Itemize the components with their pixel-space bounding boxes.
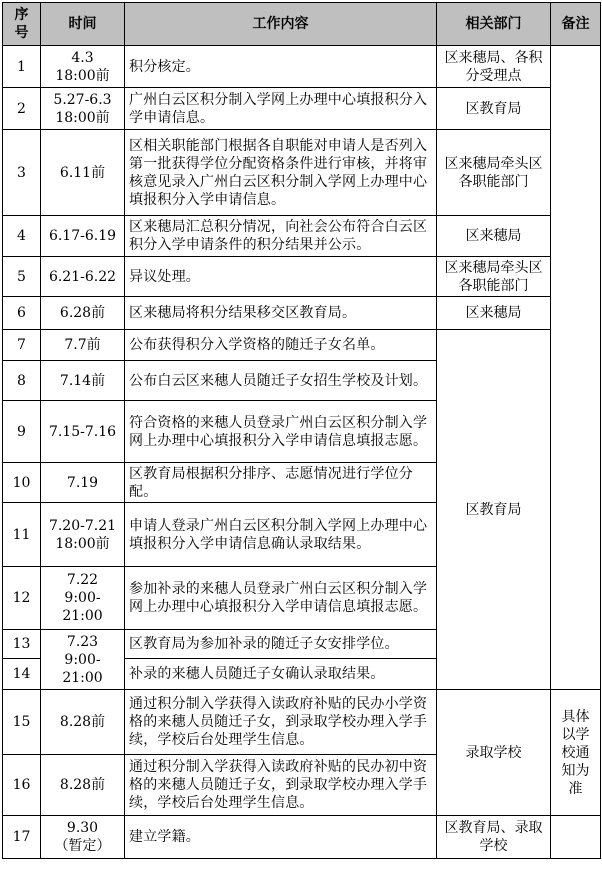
row-dept: 区来穗局、各积分受理点 [437, 46, 551, 88]
row-content: 通过积分制入学获得入读政府补贴的民办小学资格的来穗人员随迁子女，到录取学校办理入学手续，学校后台处理学生信息。 [125, 690, 437, 755]
row-no: 12 [3, 567, 41, 630]
header-dept: 相关部门 [437, 3, 551, 46]
row-no: 5 [3, 257, 41, 297]
row-time: 6.11前 [41, 130, 125, 216]
row-dept: 区来穗局 [437, 216, 551, 257]
row-dept: 区来穗局牵头区各职能部门 [437, 130, 551, 216]
row-no: 10 [3, 463, 41, 503]
table-row [3, 46, 601, 88]
table-row [3, 297, 601, 330]
row-content: 公布获得积分入学资格的随迁子女名单。 [125, 330, 437, 361]
row-content: 参加补录的来穗人员登录广州白云区积分制入学网上办理中心填报积分入学申请信息填报志愿。 [125, 567, 437, 630]
row-time: 6.28前 [41, 297, 125, 330]
row-content: 通过积分制入学获得入读政府补贴的民办初中资格的来穗人员随迁子女，到录取学校办理入学手续，学校后台处理学生信息。 [125, 755, 437, 816]
header-no: 序号 [3, 3, 41, 46]
row-no: 11 [3, 503, 41, 567]
row-time: 7.14前 [41, 361, 125, 401]
row-no: 15 [3, 690, 41, 755]
row-time: 6.17-6.19 [41, 216, 125, 257]
table-row [3, 88, 601, 130]
table-row [3, 257, 601, 297]
row-time: 8.28前 [41, 690, 125, 755]
row-content: 广州白云区积分制入学网上办理中心填报积分入学申请信息。 [125, 88, 437, 130]
row-content: 申请人登录广州白云区积分制入学网上办理中心填报积分入学申请信息确认录取结果。 [125, 503, 437, 567]
row-no: 16 [3, 755, 41, 816]
table-row [3, 216, 601, 257]
table-row [3, 330, 601, 361]
row-time: 7.23 9:00-21:00 [41, 630, 125, 690]
row-content: 积分核定。 [125, 46, 437, 88]
row-time: 4.3 18:00前 [41, 46, 125, 88]
note-merged: 具体以学校通知为准 [551, 690, 601, 816]
row-time: 6.21-6.22 [41, 257, 125, 297]
row-content: 异议处理。 [125, 257, 437, 297]
row-time: 8.28前 [41, 755, 125, 816]
row-no: 1 [3, 46, 41, 88]
row-time: 7.22 9:00-21:00 [41, 567, 125, 630]
dept-merged-education: 区教育局 [437, 330, 551, 690]
table-header-row [3, 3, 601, 46]
row-no: 2 [3, 88, 41, 130]
row-time: 5.27-6.3 18:00前 [41, 88, 125, 130]
row-dept: 区教育局、录取学校 [437, 816, 551, 859]
row-content: 建立学籍。 [125, 816, 437, 859]
row-no: 3 [3, 130, 41, 216]
row-no: 17 [3, 816, 41, 859]
row-time: 7.19 [41, 463, 125, 503]
note-cell-empty [551, 816, 601, 859]
header-note: 备注 [551, 3, 601, 46]
row-dept: 区教育局 [437, 88, 551, 130]
row-dept: 区来穗局牵头区各职能部门 [437, 257, 551, 297]
row-no: 13 [3, 630, 41, 659]
header-content: 工作内容 [125, 3, 437, 46]
row-no: 6 [3, 297, 41, 330]
note-cell-empty [551, 46, 601, 690]
row-no: 4 [3, 216, 41, 257]
row-time: 7.15-7.16 [41, 401, 125, 463]
row-no: 7 [3, 330, 41, 361]
table-row [3, 130, 601, 216]
row-content: 区来穗局汇总积分情况，向社会公布符合白云区积分入学申请条件的积分结果并公示。 [125, 216, 437, 257]
row-content: 区教育局为参加补录的随迁子女安排学位。 [125, 630, 437, 659]
row-no: 14 [3, 659, 41, 690]
row-no: 8 [3, 361, 41, 401]
row-content: 区教育局根据积分排序、志愿情况进行学位分配。 [125, 463, 437, 503]
header-time: 时间 [41, 3, 125, 46]
row-content: 区来穗局将积分结果移交区教育局。 [125, 297, 437, 330]
table-row [3, 816, 601, 859]
row-time: 7.7前 [41, 330, 125, 361]
row-content: 公布白云区来穗人员随迁子女招生学校及计划。 [125, 361, 437, 401]
table-row [3, 690, 601, 755]
row-dept: 区来穗局 [437, 297, 551, 330]
row-no: 9 [3, 401, 41, 463]
schedule-table [2, 2, 601, 859]
row-content: 符合资格的来穗人员登录广州白云区积分制入学网上办理中心填报积分入学申请信息填报志愿。 [125, 401, 437, 463]
row-content: 区相关职能部门根据各自职能对申请人是否列入第一批获得学位分配资格条件进行审核，并将审核意见录入广州白云区积分制入学网上办理中心填报积分入学申请信息。 [125, 130, 437, 216]
row-content: 补录的来穗人员随迁子女确认录取结果。 [125, 659, 437, 690]
row-time: 7.20-7.21 18:00前 [41, 503, 125, 567]
dept-merged-school: 录取学校 [437, 690, 551, 816]
row-time: 9.30 （暂定） [41, 816, 125, 859]
